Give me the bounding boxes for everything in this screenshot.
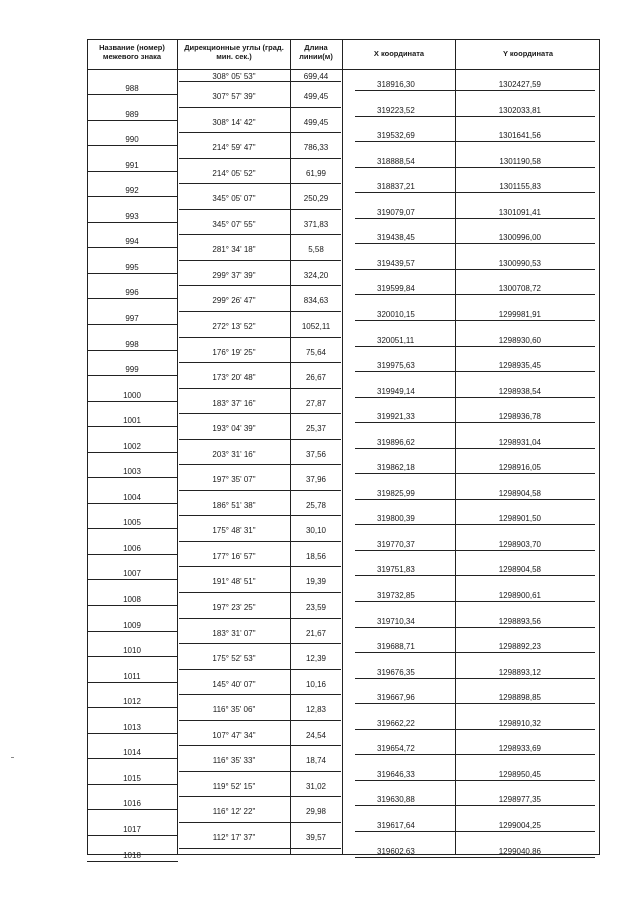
row-line	[87, 528, 178, 529]
row-line	[355, 729, 595, 730]
y-coordinate: 1298933,69	[498, 744, 541, 754]
segment-angle: 299° 26' 47"	[212, 296, 256, 306]
y-coordinate: 1298898,85	[498, 693, 541, 703]
x-coordinate: 319710,34	[377, 616, 415, 626]
x-coordinate: 319688,71	[377, 642, 415, 652]
segment-angle: 272° 13' 52"	[212, 321, 256, 331]
point-name: 1000	[123, 390, 141, 400]
row-line	[355, 473, 595, 474]
row-line	[179, 669, 341, 670]
y-coordinate: 1298903,70	[498, 539, 541, 549]
row-line	[355, 371, 595, 372]
table-border-top	[87, 39, 600, 40]
row-line	[179, 362, 341, 363]
point-name: 1010	[123, 646, 141, 656]
x-coordinate: 319676,35	[377, 667, 415, 677]
point-name: 1016	[123, 799, 141, 809]
segment-angle: 345° 05' 07"	[212, 194, 256, 204]
point-name: 1009	[123, 620, 141, 630]
segment-length: 39,57	[305, 832, 327, 842]
x-coordinate: 318888,54	[377, 156, 415, 166]
row-line	[87, 503, 178, 504]
point-name: 991	[125, 160, 139, 170]
segment-angle: 197° 35' 07"	[212, 475, 256, 485]
segment-angle: 107° 47' 34"	[212, 730, 256, 740]
x-coordinate: 319646,33	[377, 769, 415, 779]
x-coordinate: 318916,30	[377, 80, 415, 89]
y-coordinate: 1298950,45	[498, 769, 541, 779]
row-line	[179, 311, 341, 312]
x-coordinate: 319800,39	[377, 514, 415, 524]
header-bottom-line	[87, 69, 600, 70]
row-line	[87, 196, 178, 197]
segment-length: 699,44	[303, 72, 329, 81]
row-line	[355, 448, 595, 449]
row-line	[179, 490, 341, 491]
row-line	[87, 401, 178, 402]
segment-length: 37,56	[305, 449, 327, 459]
row-line	[179, 566, 341, 567]
point-name: 1008	[123, 595, 141, 604]
row-line	[179, 694, 341, 695]
y-coordinate: 1298931,04	[498, 437, 541, 447]
segment-length: 250,29	[303, 194, 329, 204]
y-coordinate: 1301190,58	[499, 156, 541, 166]
row-line	[355, 90, 595, 91]
segment-length: 834,63	[303, 296, 329, 306]
row-line	[355, 805, 595, 806]
segment-length: 1052,11	[301, 321, 331, 331]
row-line	[87, 835, 178, 836]
x-coordinate: 319949,14	[377, 386, 415, 396]
y-coordinate: 1298892,23	[498, 642, 541, 652]
row-line	[179, 388, 341, 389]
point-name: 1002	[123, 441, 141, 451]
segment-length: 37,96	[305, 475, 327, 485]
point-name: 994	[125, 237, 139, 247]
y-coordinate: 1298936,78	[498, 412, 541, 422]
segment-angle: 203° 31' 16"	[212, 449, 256, 459]
row-line	[179, 285, 341, 286]
x-coordinate: 319223,52	[377, 105, 415, 115]
segment-length: 324,20	[303, 270, 329, 280]
row-line	[179, 413, 341, 414]
row-line	[355, 627, 595, 628]
segment-angle: 183° 37' 16"	[212, 398, 256, 408]
row-line	[87, 426, 178, 427]
x-coordinate: 319896,62	[377, 437, 415, 447]
row-line	[355, 703, 595, 704]
x-coordinate: 319654,72	[377, 744, 415, 754]
point-name: 1006	[123, 543, 141, 553]
x-coordinate: 319770,37	[377, 539, 415, 549]
row-line	[87, 222, 178, 223]
row-line	[355, 141, 595, 142]
row-line	[355, 857, 595, 858]
x-coordinate: 319439,57	[377, 258, 415, 268]
row-line	[179, 132, 341, 133]
segment-angle: 183° 31' 07"	[212, 628, 256, 638]
segment-angle: 116° 35' 06"	[212, 705, 256, 715]
segment-length: 19,39	[305, 577, 327, 587]
segment-angle: 119° 52' 15"	[212, 781, 256, 791]
segment-angle: 193° 04' 39"	[212, 424, 256, 434]
row-line	[355, 167, 595, 168]
y-coordinate: 1302033,81	[498, 105, 541, 115]
segment-length: 23,59	[305, 603, 327, 612]
segment-length: 371,83	[303, 219, 329, 229]
row-line	[87, 94, 178, 95]
point-name: 1013	[123, 722, 141, 732]
x-coordinate: 319862,18	[377, 463, 415, 473]
segment-length: 18,74	[305, 756, 327, 766]
segment-angle: 308° 14' 42"	[212, 117, 256, 127]
segment-angle: 299° 37' 39"	[212, 270, 256, 280]
segment-angle: 177° 16' 57"	[212, 551, 256, 561]
row-line	[179, 771, 341, 772]
point-name: 1015	[123, 773, 141, 783]
x-coordinate: 319667,96	[377, 693, 415, 703]
x-coordinate: 319825,99	[377, 488, 415, 498]
segment-angle: 197° 23' 25"	[212, 603, 256, 612]
segment-angle: 186° 51' 38"	[212, 500, 256, 510]
row-line	[179, 81, 341, 82]
row-line	[87, 477, 178, 478]
row-line	[87, 707, 178, 708]
row-line	[355, 678, 595, 679]
y-coordinate: 1299040,86	[498, 846, 541, 856]
row-line	[179, 643, 341, 644]
row-line	[87, 375, 178, 376]
row-line	[355, 831, 595, 832]
y-coordinate: 1298893,12	[498, 667, 541, 677]
segment-length: 31,02	[305, 781, 327, 791]
x-coordinate: 319921,33	[377, 412, 415, 422]
row-line	[179, 107, 341, 108]
row-line	[87, 120, 178, 121]
header-y-coordinate: Y координата	[502, 49, 554, 58]
row-line	[179, 260, 341, 261]
y-coordinate: 1301091,41	[498, 207, 541, 217]
row-line	[87, 554, 178, 555]
y-coordinate: 1298916,05	[498, 463, 541, 473]
point-name: 997	[125, 313, 139, 323]
segment-length: 29,98	[305, 807, 327, 817]
y-coordinate: 1301641,56	[498, 131, 541, 141]
segment-length: 25,37	[305, 424, 327, 434]
x-coordinate: 319975,63	[377, 361, 415, 371]
row-line	[87, 273, 178, 274]
row-line	[355, 294, 595, 295]
segment-angle: 281° 34' 18"	[212, 245, 256, 255]
x-coordinate: 319662,22	[377, 718, 415, 728]
point-name: 1011	[123, 671, 141, 681]
x-coordinate: 319732,85	[377, 591, 415, 600]
x-coordinate: 320051,11	[377, 335, 415, 345]
y-coordinate: 1300996,00	[498, 233, 541, 243]
row-line	[355, 397, 595, 398]
segment-angle: 175° 52' 53"	[212, 654, 256, 664]
x-coordinate: 319532,69	[377, 131, 415, 141]
segment-length: 24,54	[305, 730, 327, 740]
header-line-length: Длина линии(м)	[299, 43, 333, 61]
y-coordinate: 1302427,59	[498, 80, 541, 89]
x-coordinate: 318837,21	[377, 182, 415, 192]
segment-length: 27,87	[305, 398, 327, 408]
segment-angle: 175° 48' 31"	[212, 526, 256, 536]
segment-angle: 112° 17' 37"	[212, 832, 256, 842]
y-coordinate: 1298900,61	[498, 591, 541, 600]
row-line	[87, 784, 178, 785]
row-line	[355, 780, 595, 781]
row-line	[179, 439, 341, 440]
row-line	[179, 720, 341, 721]
y-coordinate: 1298935,45	[498, 361, 541, 371]
y-coordinate: 1298910,32	[498, 718, 541, 728]
point-name: 1004	[123, 492, 141, 502]
row-line	[87, 452, 178, 453]
segment-angle: 173° 20' 48"	[212, 373, 256, 383]
segment-angle: 307° 57' 39"	[212, 92, 256, 101]
point-name: 993	[125, 211, 139, 221]
scan-mark	[11, 757, 14, 758]
row-line	[179, 541, 341, 542]
row-line	[87, 247, 178, 248]
row-line	[179, 618, 341, 619]
segment-length: 5,58	[308, 245, 324, 255]
row-line	[179, 848, 341, 849]
row-line	[87, 631, 178, 632]
point-name: 1014	[123, 748, 141, 758]
x-coordinate: 319602,63	[377, 846, 415, 856]
row-line	[355, 346, 595, 347]
segment-length: 26,67	[305, 373, 327, 383]
point-name: 1018	[123, 850, 141, 860]
x-coordinate: 319751,83	[377, 565, 415, 575]
row-line	[355, 192, 595, 193]
row-line	[87, 350, 178, 351]
row-line	[355, 754, 595, 755]
row-line	[179, 796, 341, 797]
segment-length: 75,64	[305, 347, 327, 357]
segment-length: 12,39	[305, 654, 327, 664]
row-line	[355, 524, 595, 525]
row-line	[355, 243, 595, 244]
segment-length: 25,78	[305, 500, 327, 510]
segment-angle: 145° 40' 07"	[212, 679, 256, 689]
row-line	[355, 320, 595, 321]
row-line	[179, 337, 341, 338]
segment-length: 10,16	[305, 679, 327, 689]
segment-angle: 116° 12' 22"	[212, 807, 256, 817]
point-name: 1012	[123, 697, 141, 707]
row-line	[179, 209, 341, 210]
row-line	[179, 592, 341, 593]
y-coordinate: 1298938,54	[498, 386, 541, 396]
row-line	[355, 575, 595, 576]
x-coordinate: 319438,45	[377, 233, 415, 243]
x-coordinate: 320010,15	[377, 309, 415, 319]
y-coordinate: 1299004,25	[498, 820, 541, 830]
header-direction-angle: Дирекционные углы (град. мин. сек.)	[184, 43, 284, 61]
y-coordinate: 1298901,50	[498, 514, 541, 524]
point-name: 998	[125, 339, 139, 349]
x-coordinate: 319630,88	[377, 795, 415, 805]
point-name: 990	[125, 135, 139, 145]
row-line	[87, 809, 178, 810]
segment-length: 499,45	[303, 92, 329, 101]
row-line	[87, 861, 178, 862]
segment-length: 30,10	[305, 526, 327, 536]
point-name: 1003	[123, 467, 141, 477]
boundary-coordinates-table	[87, 39, 600, 860]
point-name: 988	[125, 84, 139, 93]
y-coordinate: 1300990,53	[498, 258, 541, 268]
row-line	[87, 758, 178, 759]
row-line	[179, 234, 341, 235]
row-line	[355, 601, 595, 602]
row-line	[355, 218, 595, 219]
row-line	[87, 171, 178, 172]
segment-length: 786,33	[303, 143, 329, 153]
segment-length: 499,45	[303, 117, 329, 127]
segment-angle: 308° 05' 53"	[212, 72, 256, 81]
x-coordinate: 319617,64	[377, 820, 415, 830]
column-divider	[342, 39, 343, 855]
y-coordinate: 1298930,60	[498, 335, 541, 345]
row-line	[87, 733, 178, 734]
row-line	[179, 183, 341, 184]
row-line	[87, 324, 178, 325]
point-name: 1017	[123, 824, 141, 834]
row-line	[355, 116, 595, 117]
y-coordinate: 1299981,91	[498, 309, 541, 319]
y-coordinate: 1298904,58	[498, 488, 541, 498]
segment-angle: 116° 35' 33"	[212, 756, 256, 766]
header-x-coordinate: X координата	[373, 49, 425, 58]
table-border-right	[599, 39, 600, 855]
point-name: 1001	[123, 416, 141, 426]
row-line	[87, 605, 178, 606]
point-name: 1005	[123, 518, 141, 528]
row-line	[355, 269, 595, 270]
point-name: 996	[125, 288, 139, 298]
row-line	[179, 745, 341, 746]
point-name: 995	[125, 262, 139, 272]
row-line	[179, 822, 341, 823]
row-line	[179, 464, 341, 465]
row-line	[355, 422, 595, 423]
x-coordinate: 319599,84	[377, 284, 415, 294]
row-line	[355, 499, 595, 500]
segment-angle: 214° 59' 47"	[212, 143, 256, 153]
x-coordinate: 319079,07	[377, 207, 415, 217]
segment-length: 21,67	[305, 628, 327, 638]
point-name: 989	[125, 109, 139, 119]
segment-angle: 345° 07' 55"	[212, 219, 256, 229]
segment-length: 61,99	[305, 168, 327, 178]
y-coordinate: 1300708,72	[498, 284, 541, 294]
point-name: 999	[125, 365, 139, 375]
point-name: 1007	[123, 569, 141, 579]
row-line	[179, 515, 341, 516]
row-line	[87, 682, 178, 683]
y-coordinate: 1298904,58	[498, 565, 541, 575]
header-point-name: Название (номер) межевого знака	[99, 43, 165, 61]
segment-angle: 191° 48' 51"	[212, 577, 256, 587]
segment-angle: 176° 19' 25"	[212, 347, 256, 357]
row-line	[355, 652, 595, 653]
y-coordinate: 1298977,35	[498, 795, 541, 805]
segment-length: 12,83	[305, 705, 327, 715]
row-line	[87, 656, 178, 657]
row-line	[87, 298, 178, 299]
point-name: 992	[125, 186, 139, 196]
row-line	[87, 145, 178, 146]
row-line	[179, 158, 341, 159]
y-coordinate: 1301155,83	[499, 182, 541, 192]
row-line	[87, 579, 178, 580]
row-line	[355, 550, 595, 551]
segment-angle: 214° 05' 52"	[212, 168, 256, 178]
segment-length: 18,56	[305, 551, 327, 561]
y-coordinate: 1298893,56	[498, 616, 541, 626]
